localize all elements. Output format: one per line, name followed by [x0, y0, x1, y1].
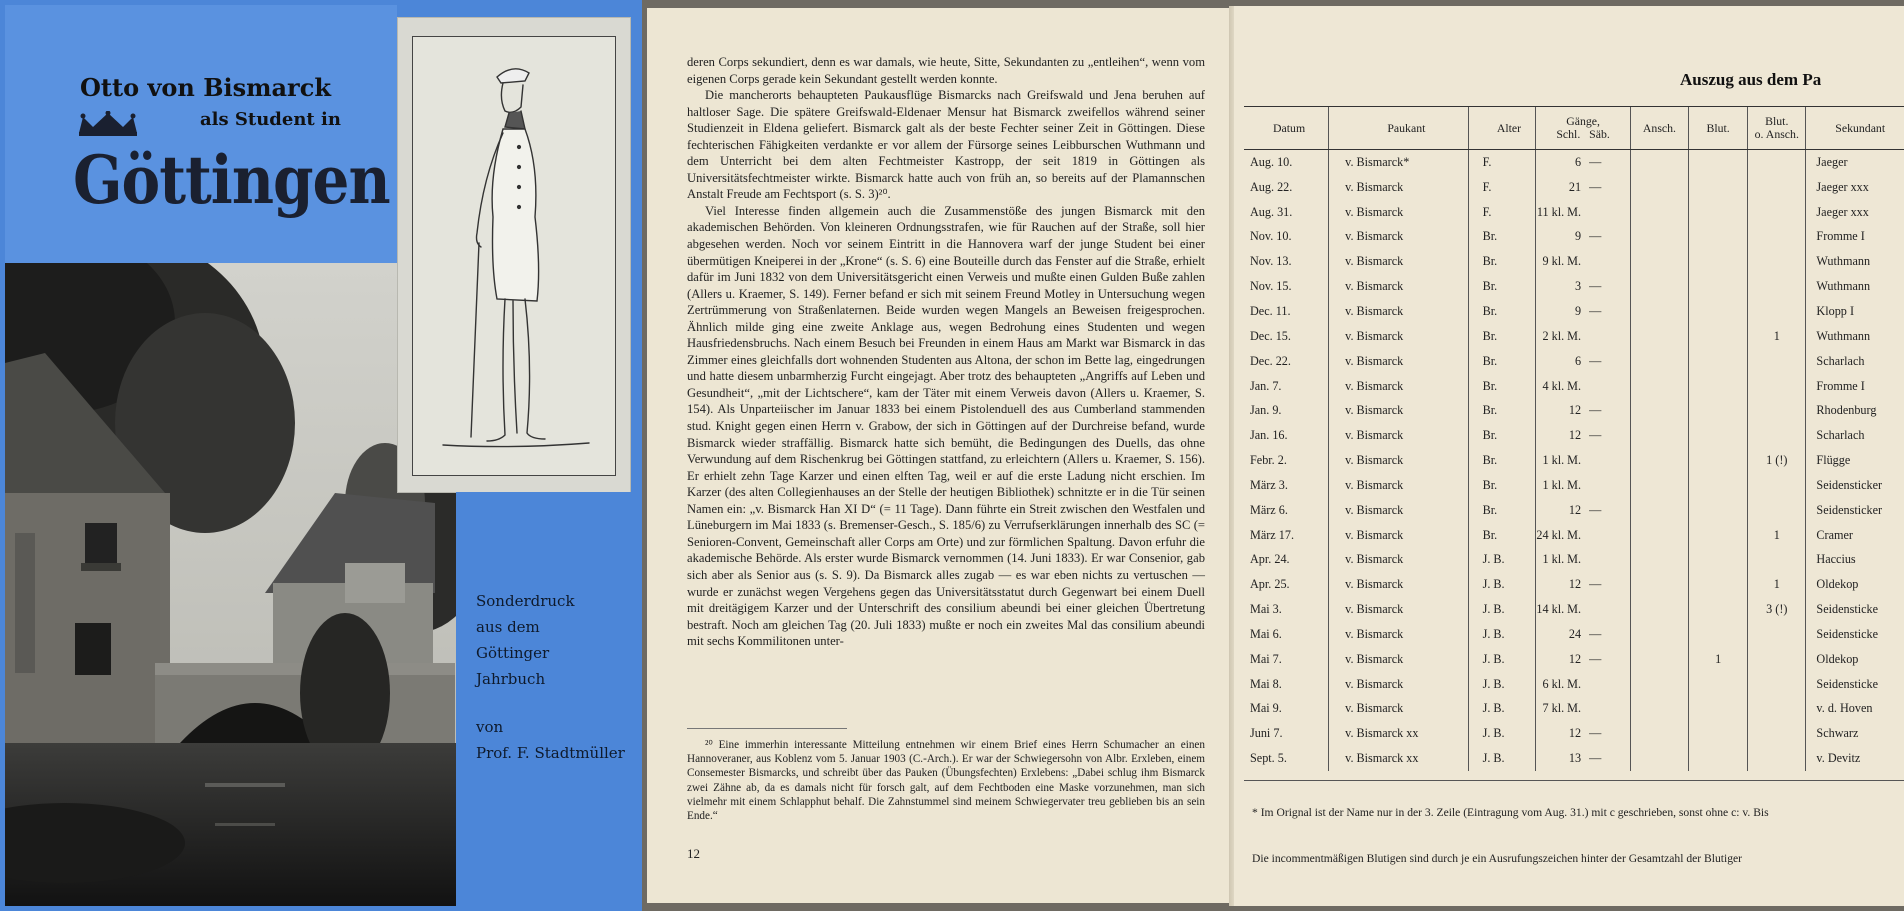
- portrait-card: [398, 18, 630, 492]
- crown-icon: [75, 111, 141, 137]
- cell-blut: [1689, 249, 1748, 274]
- cell-sekundant: Wuthmann: [1806, 324, 1904, 349]
- cell-blut: 1: [1689, 647, 1748, 672]
- cell-paukant: v. Bismarck: [1329, 200, 1468, 225]
- table-row: [1244, 597, 1904, 622]
- cell-schl: 3: [1536, 274, 1585, 299]
- cell-alter: J. B.: [1468, 597, 1536, 622]
- subtitle-line: Sonderdruck: [476, 592, 575, 610]
- cell-schl: 1 kl. M.: [1536, 448, 1585, 473]
- table-footnote: * Im Orignal ist der Name nur in der 3. Zeile (Eintragung vom Aug. 31.) mit c geschrieben, sonst ohne c: v. Bis: [1252, 806, 1769, 819]
- cell-paukant: v. Bismarck: [1329, 299, 1468, 324]
- cell-alter: J. B.: [1468, 548, 1536, 573]
- student-figure-icon: [413, 37, 615, 475]
- cell-saeb: [1585, 200, 1630, 225]
- table-footnote-2: Die incommentmäßigen Blutigen sind durch je ein Ausrufungszeichen hinter der Gesamtzahl der Blutiger: [1252, 852, 1743, 865]
- cell-schl: 9: [1536, 225, 1585, 250]
- cell-paukant: v. Bismarck: [1329, 597, 1468, 622]
- table-row: [1244, 548, 1904, 573]
- cell-blut: [1689, 672, 1748, 697]
- cell-alter: J. B.: [1468, 647, 1536, 672]
- col-sekundant: Sekundant: [1806, 107, 1904, 150]
- cover-title-name: Otto von Bismarck: [80, 73, 331, 102]
- cell-sekundant: Klopp I: [1806, 299, 1904, 324]
- cell-blut-ohne-ansch: [1748, 274, 1806, 299]
- cell-schl: 12: [1536, 647, 1585, 672]
- cell-blut-ohne-ansch: [1748, 622, 1806, 647]
- cell-schl: 14 kl. M.: [1536, 597, 1585, 622]
- cell-saeb: —: [1589, 751, 1602, 766]
- col-gaenge-label: Gänge,: [1566, 114, 1600, 128]
- cell-sekundant: Schwarz: [1806, 721, 1904, 746]
- cell-ansch: [1630, 374, 1688, 399]
- body-text: [687, 54, 1205, 650]
- cell-datum: Jan. 9.: [1250, 403, 1282, 418]
- cell-ansch: [1630, 721, 1688, 746]
- cell-blut: [1689, 622, 1748, 647]
- col-datum: Datum: [1244, 107, 1329, 150]
- col-paukant: Paukant: [1329, 107, 1468, 150]
- cell-alter: J. B.: [1468, 672, 1536, 697]
- cell-saeb: [1585, 473, 1630, 498]
- cell-blut-ohne-ansch: 1: [1748, 324, 1806, 349]
- cell-alter: J. B.: [1468, 721, 1536, 746]
- cell-blut: [1689, 498, 1748, 523]
- cover-title-city: Göttingen: [73, 141, 390, 220]
- cell-blut: [1689, 200, 1748, 225]
- cell-blut: [1689, 175, 1748, 200]
- cell-datum: Aug. 22.: [1250, 179, 1293, 194]
- cell-blut-ohne-ansch: [1748, 200, 1806, 225]
- cell-alter: J. B.: [1468, 622, 1536, 647]
- cover-photo: [5, 263, 456, 906]
- cell-paukant: v. Bismarck: [1329, 498, 1468, 523]
- col-gaenge-sub: [1536, 128, 1629, 141]
- cell-ansch: [1630, 622, 1688, 647]
- paragraph: Die mancherorts behaupteten Paukausflüge Bismarcks nach Greifswald und Jena beruhen auf haltloser Sage. Die spätere Greifswald-Eldenaer Mensur hat Bismarck zweifellos während seiner Studienzeit in Eldena geliefert. Bismarck galt als der beste Fechter seiner Zeit in Göttingen. Diese fechterischen Fähigkeiten verdankte er vor allem der Fürsorge seines Leibburschen Wuthmann und dem Unterricht bei dem alten Fechtmeister Kastropp, der seit 1819 in Göttingen als Universitätsfechtmeister wirkte. Bismarck hatte auch von früh an, so bereits auf der Plamannschen Anstalt Freude am Fechtsport (s. S. 3)²⁰.: [687, 88, 1205, 202]
- cell-blut-ohne-ansch: [1748, 398, 1806, 423]
- cell-datum: Dec. 11.: [1250, 303, 1291, 318]
- cell-blut: [1689, 398, 1748, 423]
- cell-saeb: [1585, 672, 1630, 697]
- cell-alter: J. B.: [1468, 572, 1536, 597]
- cell-saeb: —: [1589, 577, 1602, 592]
- cell-saeb: [1585, 523, 1630, 548]
- cell-datum: Nov. 10.: [1250, 229, 1292, 244]
- table-row: [1244, 721, 1904, 746]
- table-row: [1244, 150, 1904, 175]
- cell-datum: März 17.: [1250, 527, 1294, 542]
- table-header-row: [1244, 107, 1904, 150]
- table-row: [1244, 647, 1904, 672]
- cell-saeb: [1585, 448, 1630, 473]
- cell-blut-ohne-ansch: [1748, 374, 1806, 399]
- cell-datum: Jan. 7.: [1250, 378, 1282, 393]
- table-row: [1244, 349, 1904, 374]
- cell-paukant: v. Bismarck: [1329, 374, 1468, 399]
- cell-ansch: [1630, 324, 1688, 349]
- table-bottom-rule: [1244, 780, 1904, 781]
- cell-datum: Sept. 5.: [1250, 751, 1287, 766]
- cover-title-panel: [5, 5, 397, 263]
- subtitle-line: aus dem: [476, 618, 540, 636]
- paragraph: deren Corps sekundiert, denn es war damals, wie heute, Sitte, Sekundanten zu „entleihen“, wenn vom eigenen Corps gerade kein Sekundant gestellt werden konnte.: [687, 55, 1205, 86]
- cell-schl: 21: [1536, 175, 1585, 200]
- cell-saeb: —: [1589, 303, 1602, 318]
- cell-datum: Mai 3.: [1250, 602, 1282, 617]
- cell-saeb: —: [1589, 502, 1602, 517]
- cell-paukant: v. Bismarck: [1329, 175, 1468, 200]
- cell-schl: 12: [1536, 498, 1585, 523]
- cell-schl: 1 kl. M.: [1536, 473, 1585, 498]
- cell-schl: 9: [1536, 299, 1585, 324]
- subtitle-line: Jahrbuch: [476, 670, 546, 688]
- cell-blut-ohne-ansch: [1748, 175, 1806, 200]
- cell-datum: Mai 9.: [1250, 701, 1282, 716]
- cell-paukant: v. Bismarck: [1329, 548, 1468, 573]
- cell-paukant: v. Bismarck: [1329, 324, 1468, 349]
- cell-sekundant: Jaeger: [1806, 150, 1904, 175]
- cell-blut: [1689, 150, 1748, 175]
- cell-ansch: [1630, 572, 1688, 597]
- subtitle-author: Prof. F. Stadtmüller: [476, 744, 625, 762]
- cell-saeb: [1585, 324, 1630, 349]
- cell-sekundant: Fromme I: [1806, 374, 1904, 399]
- cell-paukant: v. Bismarck xx: [1329, 746, 1468, 771]
- cell-schl: 6: [1536, 150, 1585, 175]
- cell-ansch: [1630, 523, 1688, 548]
- cell-blut: [1689, 721, 1748, 746]
- cell-schl: 4 kl. M.: [1536, 374, 1585, 399]
- cell-paukant: v. Bismarck: [1329, 349, 1468, 374]
- cell-datum: Apr. 25.: [1250, 577, 1290, 592]
- cell-sekundant: Scharlach: [1806, 423, 1904, 448]
- cell-paukant: v. Bismarck: [1329, 448, 1468, 473]
- cell-blut-ohne-ansch: [1748, 150, 1806, 175]
- col-bluto-1: Blut.: [1765, 114, 1789, 128]
- cell-alter: Br.: [1468, 423, 1536, 448]
- cell-sekundant: Oldekop: [1806, 572, 1904, 597]
- col-schl: Schl.: [1556, 127, 1581, 141]
- cell-blut: [1689, 473, 1748, 498]
- cell-blut-ohne-ansch: [1748, 548, 1806, 573]
- cell-blut-ohne-ansch: [1748, 697, 1806, 722]
- cell-ansch: [1630, 349, 1688, 374]
- subtitle-line: von: [476, 718, 504, 736]
- cell-ansch: [1630, 647, 1688, 672]
- cell-blut-ohne-ansch: 3 (!): [1748, 597, 1806, 622]
- table-row: [1244, 448, 1904, 473]
- cell-datum: Jan. 16.: [1250, 428, 1288, 443]
- cell-blut: [1689, 746, 1748, 771]
- cell-alter: Br.: [1468, 498, 1536, 523]
- cell-paukant: v. Bismarck: [1329, 672, 1468, 697]
- cell-alter: F.: [1468, 200, 1536, 225]
- footnote-divider: [687, 728, 847, 729]
- cell-ansch: [1630, 175, 1688, 200]
- cell-blut: [1689, 299, 1748, 324]
- cell-saeb: —: [1589, 353, 1602, 368]
- cell-sekundant: Oldekop: [1806, 647, 1904, 672]
- cell-saeb: —: [1589, 403, 1602, 418]
- cell-datum: Aug. 10.: [1250, 154, 1293, 169]
- cell-saeb: —: [1589, 229, 1602, 244]
- cell-blut-ohne-ansch: [1748, 299, 1806, 324]
- cell-paukant: v. Bismarck xx: [1329, 721, 1468, 746]
- cell-saeb: [1585, 697, 1630, 722]
- cell-ansch: [1630, 225, 1688, 250]
- cell-datum: Apr. 24.: [1250, 552, 1290, 567]
- cover-subtitle-panel: [456, 492, 642, 906]
- cell-datum: Mai 7.: [1250, 651, 1282, 666]
- cell-alter: Br.: [1468, 349, 1536, 374]
- cell-datum: Dec. 15.: [1250, 328, 1291, 343]
- footnote: ²⁰ Eine immerhin interessante Mitteilung entnehmen wir einem Brief eines Herrn Schumacher an einen Hannoveraner, aus Koblenz vom 5. Januar 1903 (C.-Arch.). Er war der Schwiegersohn von Albr. Erxleben, einem Consemester Bismarcks, und schreibt über das Pauken (Übungsfechten) Erxlebens: „Dabei schlug ihm Bismarck zwei Zähne ab, da es damals nicht für forsch galt, auf dem Fechtboden eine Maske vorzunehmen, man sich vielmehr mit einem Schlapphut behalf. Die Zahnstummel sind meinem Schwiegervater treu geblieben bis an sein Ende.“: [687, 739, 1205, 823]
- table-row: [1244, 324, 1904, 349]
- cell-alter: F.: [1468, 150, 1536, 175]
- cell-paukant: v. Bismarck*: [1329, 150, 1468, 175]
- cell-sekundant: Flügge: [1806, 448, 1904, 473]
- col-gaenge: [1536, 107, 1630, 150]
- cell-saeb: —: [1589, 154, 1602, 169]
- subtitle-line: Göttinger: [476, 644, 550, 662]
- cell-ansch: [1630, 299, 1688, 324]
- cell-sekundant: v. Devitz: [1806, 746, 1904, 771]
- cell-schl: 12: [1536, 721, 1585, 746]
- cell-paukant: v. Bismarck: [1329, 622, 1468, 647]
- cell-paukant: v. Bismarck: [1329, 647, 1468, 672]
- cell-blut-ohne-ansch: [1748, 225, 1806, 250]
- table-row: [1244, 374, 1904, 399]
- cell-paukant: v. Bismarck: [1329, 572, 1468, 597]
- cell-schl: 11 kl. M.: [1536, 200, 1585, 225]
- cell-saeb: —: [1589, 179, 1602, 194]
- cell-ansch: [1630, 249, 1688, 274]
- cell-datum: Dec. 22.: [1250, 353, 1291, 368]
- page-number: 12: [687, 846, 700, 861]
- cell-sekundant: Scharlach: [1806, 349, 1904, 374]
- cell-schl: 12: [1536, 423, 1585, 448]
- cell-ansch: [1630, 672, 1688, 697]
- table-row: [1244, 249, 1904, 274]
- cell-ansch: [1630, 597, 1688, 622]
- cell-datum: Nov. 15.: [1250, 279, 1292, 294]
- cell-paukant: v. Bismarck: [1329, 225, 1468, 250]
- cell-blut: [1689, 448, 1748, 473]
- cell-schl: 12: [1536, 572, 1585, 597]
- table-row: [1244, 746, 1904, 771]
- table-row: [1244, 498, 1904, 523]
- cell-blut: [1689, 225, 1748, 250]
- cell-schl: 24 kl. M.: [1536, 523, 1585, 548]
- cell-sekundant: Seidensticke: [1806, 622, 1904, 647]
- cell-sekundant: Wuthmann: [1806, 274, 1904, 299]
- table-row: [1244, 423, 1904, 448]
- cell-blut-ohne-ansch: 1: [1748, 572, 1806, 597]
- cell-alter: Br.: [1468, 225, 1536, 250]
- table-row: [1244, 572, 1904, 597]
- cell-schl: 2 kl. M.: [1536, 324, 1585, 349]
- cell-schl: 7 kl. M.: [1536, 697, 1585, 722]
- cell-ansch: [1630, 200, 1688, 225]
- cell-sekundant: Haccius: [1806, 548, 1904, 573]
- cell-saeb: [1585, 548, 1630, 573]
- bridge-building-photo: [5, 263, 456, 906]
- cell-blut: [1689, 697, 1748, 722]
- table-row: [1244, 225, 1904, 250]
- cell-datum: Mai 6.: [1250, 626, 1282, 641]
- table-row: [1244, 299, 1904, 324]
- cell-alter: Br.: [1468, 249, 1536, 274]
- cell-alter: Br.: [1468, 473, 1536, 498]
- cell-alter: Br.: [1468, 324, 1536, 349]
- cell-blut: [1689, 523, 1748, 548]
- table-title: Auszug aus dem Pa: [1680, 70, 1822, 89]
- table-row: [1244, 274, 1904, 299]
- cell-ansch: [1630, 548, 1688, 573]
- cell-blut: [1689, 349, 1748, 374]
- table-row: [1244, 523, 1904, 548]
- table-row: [1244, 697, 1904, 722]
- cell-sekundant: Jaeger xxx: [1806, 200, 1904, 225]
- cell-datum: Aug. 31.: [1250, 204, 1293, 219]
- cell-blut: [1689, 572, 1748, 597]
- bismarck-sketch: [412, 36, 616, 476]
- cell-alter: F.: [1468, 175, 1536, 200]
- cell-schl: 1 kl. M.: [1536, 548, 1585, 573]
- col-saeb: Säb.: [1589, 127, 1610, 141]
- cell-blut-ohne-ansch: [1748, 473, 1806, 498]
- cell-blut: [1689, 324, 1748, 349]
- col-bluto-2: o. Ansch.: [1754, 127, 1799, 141]
- cell-blut: [1689, 597, 1748, 622]
- cell-datum: Febr. 2.: [1250, 453, 1287, 468]
- cell-blut: [1689, 374, 1748, 399]
- cell-schl: 24: [1536, 622, 1585, 647]
- cell-sekundant: Wuthmann: [1806, 249, 1904, 274]
- table-row: [1244, 473, 1904, 498]
- table-row: [1244, 622, 1904, 647]
- cell-saeb: —: [1589, 726, 1602, 741]
- col-alter: Alter: [1468, 107, 1536, 150]
- cell-ansch: [1630, 448, 1688, 473]
- cell-sekundant: Rhodenburg: [1806, 398, 1904, 423]
- cell-saeb: —: [1589, 428, 1602, 443]
- cell-paukant: v. Bismarck: [1329, 249, 1468, 274]
- table-row: [1244, 200, 1904, 225]
- cell-saeb: [1585, 249, 1630, 274]
- cell-ansch: [1630, 274, 1688, 299]
- cell-saeb: [1585, 597, 1630, 622]
- cell-sekundant: v. d. Hoven: [1806, 697, 1904, 722]
- cell-blut: [1689, 423, 1748, 448]
- cell-alter: Br.: [1468, 274, 1536, 299]
- table-row: [1244, 672, 1904, 697]
- paragraph: Viel Interesse finden allgemein auch die Zusammenstöße des jungen Bismarck mit den akademischen Behörden. Von kleineren Ordnungsstrafen, wie für Rauchen auf der Straße, soll hier abgesehen werden. Noch vor seinem Eintritt in die Hannovera warf der junge Student bei einer übermütigen Kneiperei in der „Krone“ (s. S. 6) eine Bouteille durch das Fenster auf die Straße, erhielt dafür im Juni 1832 von dem Universitätsgericht einen Verweis und mußte einen Gulden Buße zahlen (Allers u. Kraemer, S. 149). Ferner befand er sich mit seinem Freund Motley in Untersuchung wegen Zertrümmerung von Straßenlaternen. Beide wurden wegen Mangels an Beweisen freigesprochen. Ähnlich milde ging eine zweite Anklage aus, wegen Bedrohung eines Studenten und wegen Hausfriedensbruchs. Nach einem Besuch bei Freunden in einem Haus am Markt war Bismarck in das Zimmer eines gleichfalls dort wohnenden Studenten aus Altona, der schon im Bette lag, eingedrungen und hatte diesem unbarmherzig Furcht eingejagt. Aber trotz des behaupteten „Angriffs auf Leben und Gesundheit“, „mit der Lichtschere“, kam der Täter mit einem Verweis davon (Allers u. Kraemer, S. 154). Als Unparteiischer im Januar 1833 bei einem Pistolenduell des aus Cumberland stammenden stud. Knight gegen einen Herrn v. Grabow, der sich in Göttingen auf der Durchreise befand, wurde Bismarck wieder straffällig. Bismarck hatte sich bemüht, die Bedingungen des Duells, das ohne Verwundung auf dem Rischenkrug bei Göttingen stattfand, zu erleichtern (Allers u. Kraemer, S. 156). Er erhielt zehn Tage Karzer und einen elften Tag, weil er auf die erste Ladung nicht erschien. Im Karzer (des alten Collegienhauses an der Stelle der heutigen Bibliothek) schnitzte er in die Tür seinen Namen ein: „v. Bismarck Han XI D“ (= 11 Tage). Dann führte ein Streit zwischen den Westfalen und Lüneburgern im Mai 1833 (s. Bremenser-Gesch., S. 185/6) zu Verrufserklärungen innerhalb des SC (= Senioren-Convent, Gemeinschaft aller Corps am Orte) und zur förmlichen Spaltung. Davon erfuhr die akademische Behörde. Als erster wurde Bismarck vernommen (14. Juni 1833). Er war Consenior, gab sich aber als Senior aus (s. S. 9). Da Bismarck alles zugab — es war eben nichts zu vertuschen — wurde er zunächst wegen Vergehens gegen das Universitätsstatut durch Gegenwart bei einem Duell mit dreitägigem Karzer und der Unterschrift des consilium abeundi bei einer gleichen Übertretung bestraft. Noch am gleichen Tag (20. Juli 1833) mußte er noch ein zweites Mal das consilium abeundi mit sechs Kommilitonen unter-: [687, 203, 1205, 649]
- cell-alter: Br.: [1468, 448, 1536, 473]
- cell-paukant: v. Bismarck: [1329, 523, 1468, 548]
- cell-alter: Br.: [1468, 299, 1536, 324]
- cell-blut-ohne-ansch: [1748, 249, 1806, 274]
- cell-blut-ohne-ansch: [1748, 498, 1806, 523]
- cell-blut-ohne-ansch: [1748, 672, 1806, 697]
- cell-blut-ohne-ansch: 1 (!): [1748, 448, 1806, 473]
- cell-schl: 13: [1536, 746, 1585, 771]
- cell-ansch: [1630, 697, 1688, 722]
- cell-blut-ohne-ansch: 1: [1748, 523, 1806, 548]
- cell-datum: März 3.: [1250, 477, 1288, 492]
- cell-paukant: v. Bismarck: [1329, 274, 1468, 299]
- cell-datum: Nov. 13.: [1250, 254, 1292, 269]
- cell-blut-ohne-ansch: [1748, 647, 1806, 672]
- cell-saeb: [1585, 374, 1630, 399]
- cell-alter: Br.: [1468, 398, 1536, 423]
- cell-ansch: [1630, 746, 1688, 771]
- cell-ansch: [1630, 498, 1688, 523]
- cell-saeb: —: [1589, 651, 1602, 666]
- cell-datum: Juni 7.: [1250, 726, 1283, 741]
- cell-blut: [1689, 274, 1748, 299]
- cell-paukant: v. Bismarck: [1329, 473, 1468, 498]
- cell-datum: März 6.: [1250, 502, 1288, 517]
- cell-ansch: [1630, 150, 1688, 175]
- col-blut: Blut.: [1689, 107, 1748, 150]
- cell-ansch: [1630, 473, 1688, 498]
- cell-sekundant: Fromme I: [1806, 225, 1904, 250]
- cell-sekundant: Cramer: [1806, 523, 1904, 548]
- cell-ansch: [1630, 423, 1688, 448]
- cell-alter: Br.: [1468, 523, 1536, 548]
- booklet-cover: [0, 0, 642, 911]
- cell-schl: 6: [1536, 349, 1585, 374]
- cell-schl: 9 kl. M.: [1536, 249, 1585, 274]
- cell-paukant: v. Bismarck: [1329, 423, 1468, 448]
- cell-saeb: —: [1589, 626, 1602, 641]
- table-row: [1244, 398, 1904, 423]
- cell-blut-ohne-ansch: [1748, 349, 1806, 374]
- cell-paukant: v. Bismarck: [1329, 697, 1468, 722]
- cell-datum: Mai 8.: [1250, 676, 1282, 691]
- table-body: [1244, 150, 1904, 772]
- cover-title-subline: als Student in: [200, 109, 341, 130]
- cell-saeb: —: [1589, 279, 1602, 294]
- mensur-table: [1244, 106, 1904, 771]
- cell-alter: J. B.: [1468, 746, 1536, 771]
- cell-schl: 6 kl. M.: [1536, 672, 1585, 697]
- cell-blut-ohne-ansch: [1748, 423, 1806, 448]
- cell-schl: 12: [1536, 398, 1585, 423]
- cell-alter: J. B.: [1468, 697, 1536, 722]
- cell-blut-ohne-ansch: [1748, 721, 1806, 746]
- text-page: [647, 8, 1231, 903]
- cell-alter: Br.: [1468, 374, 1536, 399]
- cell-sekundant: Seidensticker: [1806, 498, 1904, 523]
- col-ansch: Ansch.: [1630, 107, 1688, 150]
- cell-sekundant: Jaeger xxx: [1806, 175, 1904, 200]
- cell-sekundant: Seidensticke: [1806, 597, 1904, 622]
- cell-sekundant: Seidensticke: [1806, 672, 1904, 697]
- table-row: [1244, 175, 1904, 200]
- cell-blut-ohne-ansch: [1748, 746, 1806, 771]
- cell-paukant: v. Bismarck: [1329, 398, 1468, 423]
- cell-blut: [1689, 548, 1748, 573]
- cell-sekundant: Seidensticker: [1806, 473, 1904, 498]
- table-page: [1234, 6, 1904, 906]
- cell-ansch: [1630, 398, 1688, 423]
- col-blut-ohne-ansch: [1748, 107, 1806, 150]
